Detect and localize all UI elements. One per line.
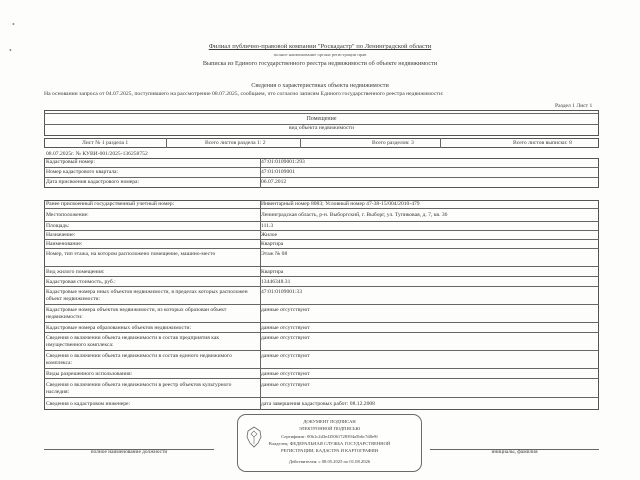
divider [300,138,301,148]
margin-mark: • [12,20,15,29]
table-row [44,178,599,188]
divider [166,138,167,148]
total-extract-sheets: Всего листов выписки: 8 [513,140,572,146]
stamp-line: Сертификат: 00b1c2d3e4f5061728394a5b6c7d8e9f [281,434,378,439]
row-label: Ранее присвоенный государственный учетный номер: [46,201,175,207]
row-value: данные отсутствуют [261,335,310,341]
table-row [44,249,599,267]
row-value: данные отсутствуют [261,307,310,313]
electronic-signature-stamp [237,414,422,472]
row-value: данные отсутствуют [261,382,310,388]
table-row [44,267,599,277]
table-row [44,158,599,168]
object-kind: Помещение [306,116,337,122]
table-row [44,323,599,333]
table-row [44,287,599,305]
row-value: 47:01:0109001 [261,169,295,175]
row-label: Сведения о включении объекта недвижимости в состав предприятия как имущественного комплекса: [46,335,220,348]
row-value: данные отсутствуют [261,353,310,359]
row-value: Этаж № 08 [261,251,288,257]
initials-caption: инициалы, фамилия [491,449,538,455]
table-row [44,351,599,369]
table-row [44,277,599,287]
row-value: Жилое [261,232,278,238]
margin-mark: • [9,46,12,55]
row-label: Местоположение: [46,212,89,218]
row-label: Назначение: [46,232,76,238]
row-label: Виды разрешенного использования: [46,371,133,377]
row-label: Кадастровый номер: [46,159,95,165]
row-label: Площадь: [46,223,70,229]
row-label: Наименование: [46,241,83,247]
row-label: Номер, тип этажа, на котором расположено помещение, машино-место [46,251,216,257]
stamp-line: Действителен: с 08.05.2025 по 01.08.2026 [288,459,371,464]
row-label: Кадастровые номера образованных объектов недвижимости: [46,325,192,331]
stamp-line: ДОКУМЕНТ ПОДПИСАН [303,419,356,424]
stamp-line: РЕГИСТРАЦИИ, КАДАСТРА И КАРТОГРАФИИ [280,448,379,453]
row-value: дата завершения кадастровых работ: 08.12.2008 [261,401,375,407]
branch-subcaption: полное наименование органа регистрации прав [273,52,367,57]
row-label: Сведения о включении объекта недвижимости в реестр объектов культурного наследия: [46,382,232,395]
row-label: Дата присвоения кадастрового номера: [46,179,140,185]
row-value: 06.07.2012 [261,179,287,185]
row-label: Вид жилого помещения: [46,269,105,275]
extract-date-number: 08.07.2025г. № КУВИ-001/2025-136258752 [46,151,148,157]
stamp-line: ЭЛЕКТРОННОЙ ПОДПИСЬЮ [298,426,361,431]
table-row [44,168,599,178]
table-row [44,200,599,209]
row-label: Сведения о включении объекта недвижимости в состав единого недвижимого комплекса: [46,353,232,366]
row-value: Инвентарный номер 8083; Условный номер 47-38-15/004/2010-479 [261,201,420,207]
table-row [44,333,599,351]
total-sections: Всего разделов: 3 [372,140,414,146]
table-row [44,398,599,410]
row-value: 47:01:0109001:293 [261,159,305,165]
row-value: Квартира [261,241,284,247]
row-label: Кадастровые номера объектов недвижимости, из которых образован объект недвижимости: [46,307,227,320]
row-value: 47:01:0109001:33 [261,289,303,295]
sheet-number: Лист № 1 раздела 1 [82,140,129,146]
table-row [44,209,599,222]
branch-name: Филиал публично-правовой компании "Роскадастр" по Ленинградской области [208,43,432,50]
position-caption: полное наименование должности [90,449,168,455]
divider [44,113,599,114]
row-value: 13446348.31 [261,279,291,285]
row-value: Ленинградская область, р-н. Выборгский, г. Выборг, ул. Тупиковая, д. 7, кв. 36 [261,212,448,218]
row-label: Кадастровая стоимость, руб.: [46,279,116,285]
table-row [44,240,599,249]
divider [440,138,441,148]
table-row [44,305,599,323]
row-label: Сведения о кадастровом инженере: [46,401,131,407]
table-row [44,369,599,379]
table-row [44,231,599,240]
table-row [44,222,599,231]
object-kind-caption: вид объекта недвижимости [289,125,354,131]
extract-title: Выписка из Единого государственного реестра недвижимости об объекте недвижимости [202,60,438,67]
section-title: Сведения о характеристиках объекта недвижимости [251,82,389,89]
row-value: данные отсутствуют [261,371,310,377]
row-value: 111.3 [261,223,274,229]
section-number: Раздел 1 Лист 1 [555,103,593,109]
stamp-line: Владелец: ФЕДЕРАЛЬНАЯ СЛУЖБА ГОСУДАРСТВЕННОЙ [268,441,391,446]
row-value: данные отсутствуют [261,325,310,331]
row-label: Номер кадастрового квартала: [46,169,119,175]
total-sheets: Всего листов раздела 1: 2 [205,140,266,146]
table-row [44,379,599,398]
row-value: Квартира [261,269,284,275]
row-label: Кадастровые номера иных объектов недвижимости, в пределах которых расположен объект недвижимости: [46,289,248,302]
request-basis: На основании запроса от 04.07.2025, поступившего на рассмотрение 08.07.2025, сообщаем, что согласно записям Единого государственного реестра недвижимости: [44,91,444,97]
